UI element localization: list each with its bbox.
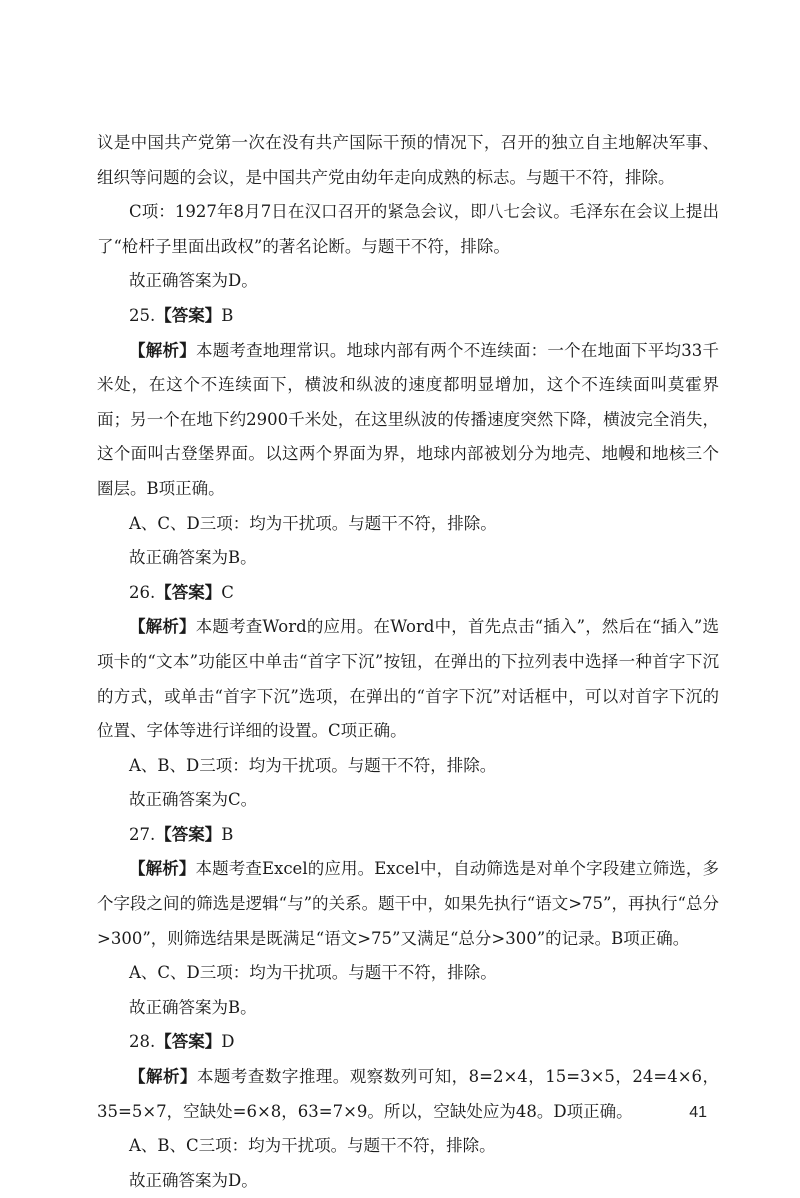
paragraph-distractors: A、B、D三项：均为干扰项。与题干不符，排除。 <box>129 755 497 775</box>
answer-line-27 <box>97 818 719 853</box>
analysis-label: 【解析】 <box>129 859 196 879</box>
analysis-label: 【解析】 <box>129 1067 197 1087</box>
analysis-label: 【解析】 <box>129 340 196 360</box>
analysis-27 <box>97 852 719 956</box>
paragraph-conclusion: 故正确答案为D。 <box>129 271 258 291</box>
page-number: 41 <box>689 1104 707 1121</box>
question-number: 26. <box>129 582 156 602</box>
answer-label: 【答案】 <box>155 824 222 844</box>
answer-value: C <box>221 582 234 602</box>
answer-label: 【答案】 <box>155 305 222 325</box>
paragraph-distractors: A、C、D三项：均为干扰项。与题干不符，排除。 <box>129 513 497 533</box>
answer-line-28 <box>97 1025 719 1060</box>
paragraph-conclusion: 故正确答案为D。 <box>129 1170 258 1190</box>
analysis-text: 本题考查Excel的应用。Excel中，自动筛选是对单个字段建立筛选，多个字段之间的筛选是逻辑“与”的关系。题干中，如果先执行“语文>75”，再执行“总分>300”，则筛选结果是既满足“语文>75”又满足“总分>300”的记录。B项正确。 <box>97 859 720 948</box>
analysis-text: 本题考查地理常识。地球内部有两个不连续面：一个在地面下平均33千米处，在这个不连续面下，横波和纵波的速度都明显增加，这个不连续面叫莫霍界面；另一个在地下约2900千米处，在这里纵波的传播速度突然下降，横波完全消失，这个面叫古登堡界面。以这两个界面为界，地球内部被划分为地壳、地幔和地核三个圈层。B项正确。 <box>97 340 720 498</box>
answer-value: D <box>221 1032 235 1052</box>
paragraph-distractors: A、B、C三项：均为干扰项。与题干不符，排除。 <box>129 1136 496 1156</box>
paragraph-conclusion: 故正确答案为C。 <box>129 790 258 810</box>
question-number: 27. <box>129 824 156 844</box>
answer-value: B <box>221 305 234 325</box>
paragraph-conclusion: 故正确答案为B。 <box>129 997 257 1017</box>
analysis-text: 本题考查数字推理。观察数列可知，8=2×4，15=3×5，24=4×6，35=5×7，空缺处=6×8，63=7×9。所以，空缺处应为48。D项正确。 <box>97 1067 719 1121</box>
paragraph-conclusion: 故正确答案为B。 <box>129 548 257 568</box>
answer-label: 【答案】 <box>155 582 222 602</box>
analysis-text: 本题考查Word的应用。在Word中，首先点击“插入”，然后在“插入”选项卡的“文本”功能区中单击“首字下沉”按钮，在弹出的下拉列表中选择一种首字下沉的方式，或单击“首字下沉”选项，在弹出的“首字下沉”对话框中，可以对首字下沉的位置、字体等进行详细的设置。C项正确。 <box>97 617 720 741</box>
paragraph-option-c: C项：1927年8月7日在汉口召开的紧急会议，即八七会议。毛泽东在会议上提出了“枪杆子里面出政权”的著名论断。与题干不符，排除。 <box>97 202 719 256</box>
answer-label: 【答案】 <box>155 1032 222 1052</box>
analysis-26 <box>97 610 719 748</box>
analysis-label: 【解析】 <box>129 617 196 637</box>
answer-value: B <box>221 824 234 844</box>
paragraph-distractors: A、C、D三项：均为干扰项。与题干不符，排除。 <box>129 963 497 983</box>
answer-line-26 <box>97 576 719 611</box>
question-number: 25. <box>129 305 156 325</box>
paragraph-continuation: 议是中国共产党第一次在没有共产国际干预的情况下，召开的独立自主地解决军事、组织等问题的会议，是中国共产党由幼年走向成熟的标志。与题干不符，排除。 <box>97 133 719 187</box>
analysis-28 <box>97 1060 719 1129</box>
answer-line-25 <box>97 299 719 334</box>
question-number: 28. <box>129 1032 156 1052</box>
page-body <box>97 126 719 1198</box>
analysis-25 <box>97 334 719 507</box>
